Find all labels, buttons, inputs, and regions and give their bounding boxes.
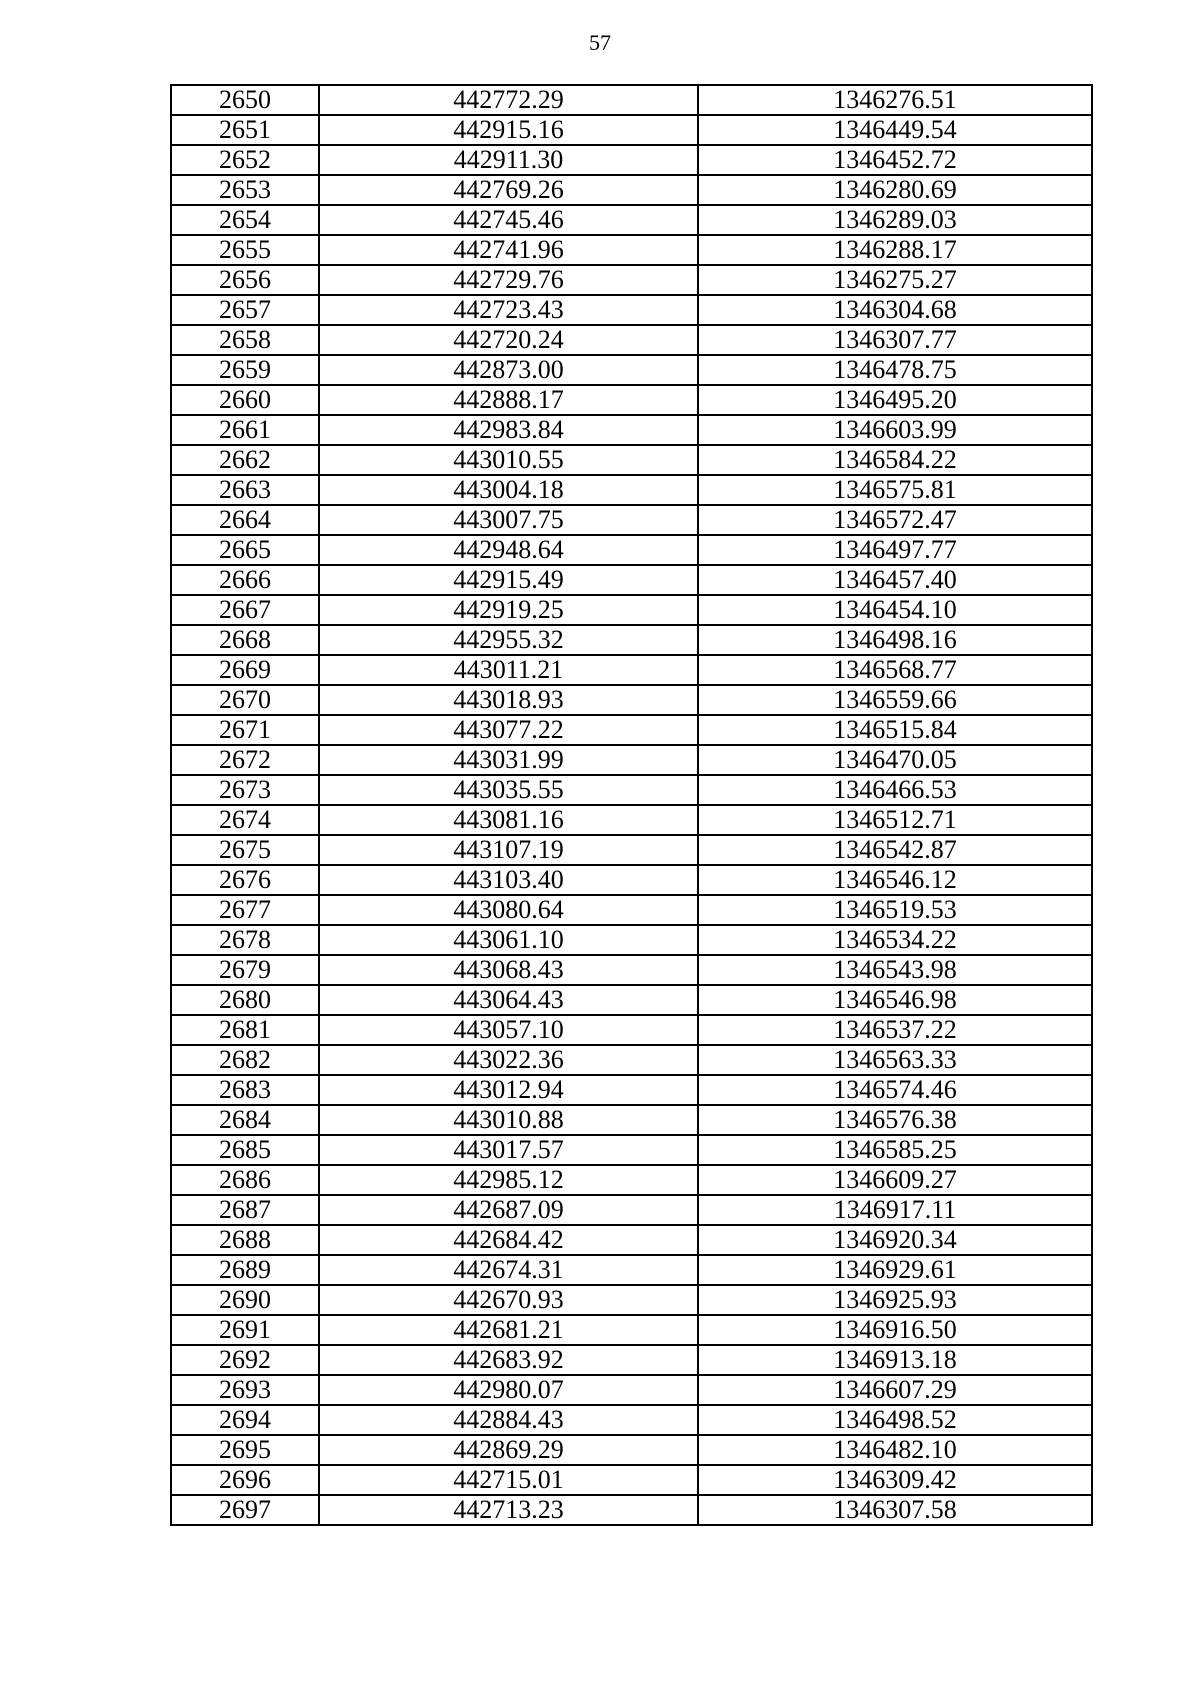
table-row <box>171 925 1092 955</box>
x-coordinate-cell: 443012.94 <box>319 1075 698 1105</box>
x-coordinate-cell: 443107.19 <box>319 835 698 865</box>
table-row <box>171 685 1092 715</box>
y-coordinate-cell: 1346913.18 <box>698 1345 1092 1375</box>
table-row <box>171 1345 1092 1375</box>
point-number-cell: 2650 <box>171 85 319 115</box>
x-coordinate-cell: 442772.29 <box>319 85 698 115</box>
point-number-cell: 2673 <box>171 775 319 805</box>
table-row <box>171 175 1092 205</box>
x-coordinate-cell: 442948.64 <box>319 535 698 565</box>
x-coordinate-cell: 443007.75 <box>319 505 698 535</box>
x-coordinate-cell: 443010.88 <box>319 1105 698 1135</box>
y-coordinate-cell: 1346929.61 <box>698 1255 1092 1285</box>
point-number-cell: 2664 <box>171 505 319 535</box>
table-row <box>171 1165 1092 1195</box>
y-coordinate-cell: 1346289.03 <box>698 205 1092 235</box>
table-row <box>171 445 1092 475</box>
x-coordinate-cell: 442715.01 <box>319 1465 698 1495</box>
point-number-cell: 2662 <box>171 445 319 475</box>
y-coordinate-cell: 1346470.05 <box>698 745 1092 775</box>
table-row <box>171 595 1092 625</box>
point-number-cell: 2696 <box>171 1465 319 1495</box>
point-number-cell: 2683 <box>171 1075 319 1105</box>
y-coordinate-cell: 1346498.16 <box>698 625 1092 655</box>
point-number-cell: 2690 <box>171 1285 319 1315</box>
x-coordinate-cell: 442745.46 <box>319 205 698 235</box>
x-coordinate-cell: 442741.96 <box>319 235 698 265</box>
y-coordinate-cell: 1346515.84 <box>698 715 1092 745</box>
x-coordinate-cell: 442915.49 <box>319 565 698 595</box>
y-coordinate-cell: 1346495.20 <box>698 385 1092 415</box>
point-number-cell: 2688 <box>171 1225 319 1255</box>
point-number-cell: 2684 <box>171 1105 319 1135</box>
table-row <box>171 1315 1092 1345</box>
x-coordinate-cell: 442683.92 <box>319 1345 698 1375</box>
table-row <box>171 1105 1092 1135</box>
point-number-cell: 2687 <box>171 1195 319 1225</box>
table-row <box>171 1495 1092 1525</box>
table-row <box>171 85 1092 115</box>
y-coordinate-cell: 1346498.52 <box>698 1405 1092 1435</box>
x-coordinate-cell: 443080.64 <box>319 895 698 925</box>
y-coordinate-cell: 1346925.93 <box>698 1285 1092 1315</box>
y-coordinate-cell: 1346280.69 <box>698 175 1092 205</box>
table-row <box>171 205 1092 235</box>
point-number-cell: 2678 <box>171 925 319 955</box>
table-row <box>171 295 1092 325</box>
table-row <box>171 835 1092 865</box>
y-coordinate-cell: 1346519.53 <box>698 895 1092 925</box>
y-coordinate-cell: 1346603.99 <box>698 415 1092 445</box>
x-coordinate-cell: 442980.07 <box>319 1375 698 1405</box>
table-row <box>171 265 1092 295</box>
point-number-cell: 2677 <box>171 895 319 925</box>
point-number-cell: 2695 <box>171 1435 319 1465</box>
x-coordinate-cell: 442911.30 <box>319 145 698 175</box>
x-coordinate-cell: 443068.43 <box>319 955 698 985</box>
point-number-cell: 2675 <box>171 835 319 865</box>
table-row <box>171 625 1092 655</box>
y-coordinate-cell: 1346454.10 <box>698 595 1092 625</box>
x-coordinate-cell: 442955.32 <box>319 625 698 655</box>
y-coordinate-cell: 1346585.25 <box>698 1135 1092 1165</box>
y-coordinate-cell: 1346452.72 <box>698 145 1092 175</box>
x-coordinate-cell: 443017.57 <box>319 1135 698 1165</box>
point-number-cell: 2686 <box>171 1165 319 1195</box>
table-row <box>171 1195 1092 1225</box>
point-number-cell: 2685 <box>171 1135 319 1165</box>
table-row <box>171 1285 1092 1315</box>
y-coordinate-cell: 1346537.22 <box>698 1015 1092 1045</box>
table-row <box>171 1465 1092 1495</box>
y-coordinate-cell: 1346307.77 <box>698 325 1092 355</box>
x-coordinate-cell: 442915.16 <box>319 115 698 145</box>
table-row <box>171 415 1092 445</box>
table-row <box>171 355 1092 385</box>
x-coordinate-cell: 442681.21 <box>319 1315 698 1345</box>
point-number-cell: 2672 <box>171 745 319 775</box>
table-row <box>171 745 1092 775</box>
y-coordinate-cell: 1346466.53 <box>698 775 1092 805</box>
point-number-cell: 2656 <box>171 265 319 295</box>
x-coordinate-cell: 442720.24 <box>319 325 698 355</box>
y-coordinate-cell: 1346546.12 <box>698 865 1092 895</box>
x-coordinate-cell: 443081.16 <box>319 805 698 835</box>
y-coordinate-cell: 1346304.68 <box>698 295 1092 325</box>
x-coordinate-cell: 443004.18 <box>319 475 698 505</box>
table-row <box>171 715 1092 745</box>
point-number-cell: 2658 <box>171 325 319 355</box>
table-row <box>171 1135 1092 1165</box>
y-coordinate-cell: 1346576.38 <box>698 1105 1092 1135</box>
x-coordinate-cell: 442919.25 <box>319 595 698 625</box>
table-row <box>171 1435 1092 1465</box>
point-number-cell: 2653 <box>171 175 319 205</box>
x-coordinate-cell: 443018.93 <box>319 685 698 715</box>
x-coordinate-cell: 442723.43 <box>319 295 698 325</box>
x-coordinate-cell: 442670.93 <box>319 1285 698 1315</box>
point-number-cell: 2681 <box>171 1015 319 1045</box>
y-coordinate-cell: 1346276.51 <box>698 85 1092 115</box>
y-coordinate-cell: 1346568.77 <box>698 655 1092 685</box>
point-number-cell: 2667 <box>171 595 319 625</box>
table-row <box>171 655 1092 685</box>
point-number-cell: 2663 <box>171 475 319 505</box>
x-coordinate-cell: 442769.26 <box>319 175 698 205</box>
point-number-cell: 2665 <box>171 535 319 565</box>
point-number-cell: 2694 <box>171 1405 319 1435</box>
point-number-cell: 2659 <box>171 355 319 385</box>
table-row <box>171 955 1092 985</box>
table-row <box>171 895 1092 925</box>
y-coordinate-cell: 1346307.58 <box>698 1495 1092 1525</box>
table-row <box>171 1375 1092 1405</box>
y-coordinate-cell: 1346482.10 <box>698 1435 1092 1465</box>
table-row <box>171 565 1092 595</box>
y-coordinate-cell: 1346917.11 <box>698 1195 1092 1225</box>
x-coordinate-cell: 442985.12 <box>319 1165 698 1195</box>
y-coordinate-cell: 1346559.66 <box>698 685 1092 715</box>
y-coordinate-cell: 1346478.75 <box>698 355 1092 385</box>
coordinates-table <box>170 84 1093 1526</box>
table-row <box>171 145 1092 175</box>
x-coordinate-cell: 442713.23 <box>319 1495 698 1525</box>
y-coordinate-cell: 1346543.98 <box>698 955 1092 985</box>
point-number-cell: 2697 <box>171 1495 319 1525</box>
point-number-cell: 2670 <box>171 685 319 715</box>
table-row <box>171 1045 1092 1075</box>
point-number-cell: 2671 <box>171 715 319 745</box>
y-coordinate-cell: 1346584.22 <box>698 445 1092 475</box>
y-coordinate-cell: 1346497.77 <box>698 535 1092 565</box>
x-coordinate-cell: 443011.21 <box>319 655 698 685</box>
point-number-cell: 2660 <box>171 385 319 415</box>
y-coordinate-cell: 1346309.42 <box>698 1465 1092 1495</box>
x-coordinate-cell: 442983.84 <box>319 415 698 445</box>
table-row <box>171 805 1092 835</box>
table-row <box>171 775 1092 805</box>
x-coordinate-cell: 443035.55 <box>319 775 698 805</box>
table-row <box>171 865 1092 895</box>
y-coordinate-cell: 1346916.50 <box>698 1315 1092 1345</box>
table-row <box>171 1225 1092 1255</box>
x-coordinate-cell: 443077.22 <box>319 715 698 745</box>
x-coordinate-cell: 443057.10 <box>319 1015 698 1045</box>
point-number-cell: 2692 <box>171 1345 319 1375</box>
point-number-cell: 2651 <box>171 115 319 145</box>
point-number-cell: 2674 <box>171 805 319 835</box>
x-coordinate-cell: 442684.42 <box>319 1225 698 1255</box>
x-coordinate-cell: 443103.40 <box>319 865 698 895</box>
y-coordinate-cell: 1346609.27 <box>698 1165 1092 1195</box>
point-number-cell: 2676 <box>171 865 319 895</box>
point-number-cell: 2661 <box>171 415 319 445</box>
point-number-cell: 2679 <box>171 955 319 985</box>
x-coordinate-cell: 443061.10 <box>319 925 698 955</box>
point-number-cell: 2666 <box>171 565 319 595</box>
y-coordinate-cell: 1346512.71 <box>698 805 1092 835</box>
table-row <box>171 115 1092 145</box>
page-number: 57 <box>589 30 611 55</box>
x-coordinate-cell: 442869.29 <box>319 1435 698 1465</box>
point-number-cell: 2654 <box>171 205 319 235</box>
x-coordinate-cell: 443064.43 <box>319 985 698 1015</box>
x-coordinate-cell: 442674.31 <box>319 1255 698 1285</box>
y-coordinate-cell: 1346449.54 <box>698 115 1092 145</box>
x-coordinate-cell: 442884.43 <box>319 1405 698 1435</box>
table-row <box>171 1255 1092 1285</box>
point-number-cell: 2689 <box>171 1255 319 1285</box>
point-number-cell: 2693 <box>171 1375 319 1405</box>
y-coordinate-cell: 1346542.87 <box>698 835 1092 865</box>
y-coordinate-cell: 1346457.40 <box>698 565 1092 595</box>
point-number-cell: 2682 <box>171 1045 319 1075</box>
point-number-cell: 2691 <box>171 1315 319 1345</box>
point-number-cell: 2668 <box>171 625 319 655</box>
point-number-cell: 2657 <box>171 295 319 325</box>
point-number-cell: 2669 <box>171 655 319 685</box>
point-number-cell: 2652 <box>171 145 319 175</box>
point-number-cell: 2680 <box>171 985 319 1015</box>
y-coordinate-cell: 1346546.98 <box>698 985 1092 1015</box>
table-row <box>171 1075 1092 1105</box>
table-row <box>171 505 1092 535</box>
table-row <box>171 985 1092 1015</box>
table-row <box>171 1405 1092 1435</box>
point-number-cell: 2655 <box>171 235 319 265</box>
y-coordinate-cell: 1346275.27 <box>698 265 1092 295</box>
table-row <box>171 1015 1092 1045</box>
table-row <box>171 325 1092 355</box>
y-coordinate-cell: 1346288.17 <box>698 235 1092 265</box>
x-coordinate-cell: 443010.55 <box>319 445 698 475</box>
table-row <box>171 385 1092 415</box>
y-coordinate-cell: 1346607.29 <box>698 1375 1092 1405</box>
coordinates-table-body <box>171 85 1092 1525</box>
table-row <box>171 235 1092 265</box>
y-coordinate-cell: 1346575.81 <box>698 475 1092 505</box>
y-coordinate-cell: 1346920.34 <box>698 1225 1092 1255</box>
x-coordinate-cell: 443022.36 <box>319 1045 698 1075</box>
y-coordinate-cell: 1346572.47 <box>698 505 1092 535</box>
x-coordinate-cell: 442873.00 <box>319 355 698 385</box>
table-row <box>171 535 1092 565</box>
x-coordinate-cell: 442888.17 <box>319 385 698 415</box>
x-coordinate-cell: 442729.76 <box>319 265 698 295</box>
x-coordinate-cell: 443031.99 <box>319 745 698 775</box>
y-coordinate-cell: 1346563.33 <box>698 1045 1092 1075</box>
table-row <box>171 475 1092 505</box>
y-coordinate-cell: 1346574.46 <box>698 1075 1092 1105</box>
y-coordinate-cell: 1346534.22 <box>698 925 1092 955</box>
x-coordinate-cell: 442687.09 <box>319 1195 698 1225</box>
